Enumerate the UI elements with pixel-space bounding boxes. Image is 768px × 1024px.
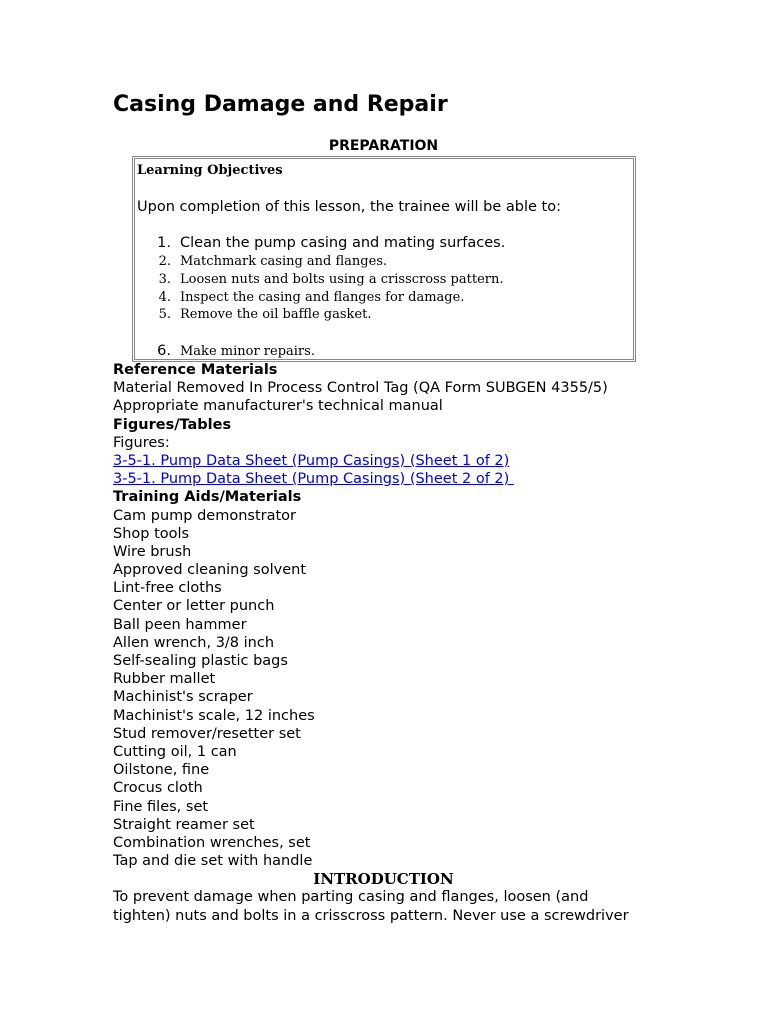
introduction-text-line: tighten) nuts and bolts in a crisscross pattern. Never use a screwdriver: [113, 907, 629, 924]
training-item: Approved cleaning solvent: [113, 562, 307, 579]
training-item: Fine files, set: [113, 798, 209, 815]
training-item: Wire brush: [113, 543, 192, 560]
objective-text: Loosen nuts and bolts using a crisscross pattern.: [180, 272, 504, 287]
learning-objectives-box: [132, 156, 636, 362]
training-item: Oilstone, fine: [113, 762, 210, 779]
figure-link-sheet-1[interactable]: 3-5-1. Pump Data Sheet (Pump Casings) (Sheet 1 of 2): [113, 452, 510, 469]
objective-text: Remove the oil baffle gasket.: [180, 307, 372, 322]
training-item: Ball peen hammer: [113, 616, 247, 633]
training-item: Allen wrench, 3/8 inch: [113, 634, 275, 651]
objective-number: 2.: [158, 254, 171, 269]
training-item: Lint-free cloths: [113, 580, 222, 597]
reference-materials-heading: Reference Materials: [113, 362, 278, 378]
introduction-heading: INTRODUCTION: [313, 870, 454, 889]
learning-objectives-heading: Learning Objectives: [137, 163, 283, 178]
training-item: Combination wrenches, set: [113, 834, 311, 851]
introduction-text-line: To prevent damage when parting casing and flanges, loosen (and: [113, 889, 589, 906]
training-item: Center or letter punch: [113, 598, 275, 615]
preparation-heading: PREPARATION: [328, 138, 439, 154]
figures-tables-heading: Figures/Tables: [113, 416, 232, 433]
training-item: Cam pump demonstrator: [113, 507, 296, 524]
objectives-intro: Upon completion of this lesson, the trainee will be able to:: [137, 199, 561, 215]
training-item: Machinist's scraper: [113, 689, 253, 706]
objective-number: 3.: [158, 272, 171, 287]
objective-number: 1.: [157, 235, 171, 251]
objectives-list: [135, 159, 633, 359]
objective-text: Inspect the casing and flanges for damage.: [180, 290, 465, 305]
training-item: Straight reamer set: [113, 816, 255, 833]
objective-number: 4.: [158, 290, 171, 305]
document-body: [113, 361, 673, 925]
figure-link-sheet-2[interactable]: 3-5-1. Pump Data Sheet (Pump Casings) (Sheet 2 of 2): [113, 471, 514, 488]
training-item: Cutting oil, 1 can: [113, 743, 237, 760]
figures-label: Figures:: [113, 434, 170, 451]
reference-item: Material Removed In Process Control Tag (QA Form SUBGEN 4355/5): [113, 380, 608, 397]
training-item: Stud remover/resetter set: [113, 725, 301, 742]
objective-text: Clean the pump casing and mating surfaces.: [180, 235, 506, 251]
training-item: Crocus cloth: [113, 780, 203, 797]
reference-item: Appropriate manufacturer's technical manual: [113, 398, 443, 415]
training-aids-heading: Training Aids/Materials: [113, 489, 302, 506]
objective-number: 6.: [157, 343, 171, 359]
training-item: Shop tools: [113, 525, 190, 542]
training-item: Self-sealing plastic bags: [113, 653, 288, 669]
objective-number: 5.: [158, 307, 171, 322]
training-item: Tap and die set with handle: [113, 853, 313, 870]
page-title: Casing Damage and Repair: [113, 92, 448, 117]
training-item: Machinist's scale, 12 inches: [113, 707, 315, 724]
training-item: Rubber mallet: [113, 671, 216, 688]
objective-text: Matchmark casing and flanges.: [180, 254, 388, 269]
objective-text: Make minor repairs.: [180, 344, 315, 359]
